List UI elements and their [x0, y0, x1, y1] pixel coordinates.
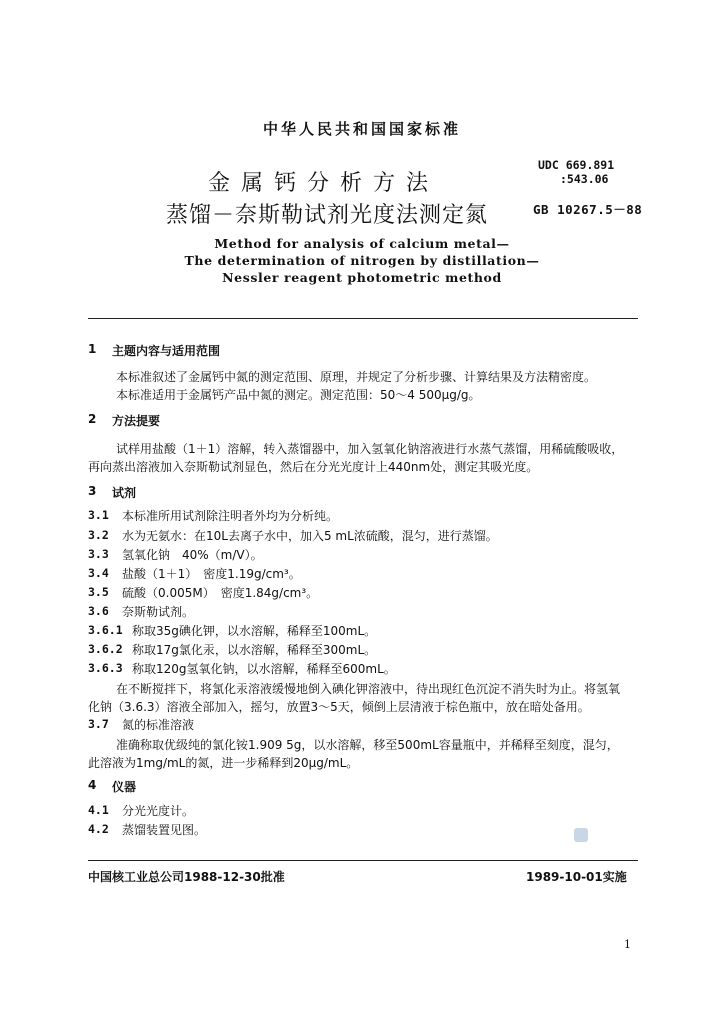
- clause-number: 3.6.1: [88, 623, 123, 637]
- clause-number: 3.5: [88, 585, 109, 599]
- paragraph: 本标准叙述了金属钙中氮的测定范围、原理，并规定了分析步骤、计算结果及方法精密度。: [116, 370, 597, 384]
- clause-text: 硫酸（0.005M） 密度1.84g/cm³。: [122, 586, 319, 600]
- gb-code: GB 10267.5－88: [533, 202, 643, 217]
- page-number: 1: [624, 938, 631, 951]
- english-title-line3: Nessler reagent photometric method: [222, 270, 502, 285]
- section-number: 1: [88, 342, 97, 356]
- clause-number: 3.3: [88, 547, 109, 561]
- clause-text: 氮的标准溶液: [122, 718, 195, 732]
- clause-text: 水为无氨水：在10L去离子水中，加入5 mL浓硫酸，混匀，进行蒸馏。: [122, 529, 498, 543]
- clause-text: 称取120g氢氧化钠，以水溶解，稀释至600mL。: [132, 662, 396, 676]
- clause-text: 称取35g碘化钾，以水溶解，稀释至100mL。: [132, 624, 377, 638]
- section-number: 2: [88, 412, 97, 426]
- clause-number: 3.4: [88, 566, 109, 580]
- doc-title-line1: 金属钙分析方法: [208, 171, 440, 196]
- udc-code-sub: :543.06: [560, 172, 609, 186]
- clause-number: 4.1: [88, 803, 109, 817]
- clause-text: 盐酸（1＋1） 密度1.19g/cm³。: [122, 567, 301, 581]
- english-title-line2: The determination of nitrogen by distillation—: [184, 253, 540, 268]
- section-number: 4: [88, 778, 97, 792]
- effective-date: 1989-10-01实施: [526, 870, 627, 884]
- clause-number: 3.6.3: [88, 661, 123, 675]
- clause-text: 蒸馏装置见图。: [122, 823, 207, 837]
- clause-text: 奈斯勒试剂。: [122, 605, 195, 619]
- clause-number: 3.1: [88, 508, 109, 522]
- stamp-mark-icon: [574, 828, 588, 842]
- clause-text: 称取17g氯化汞，以水溶解，稀释至300mL。: [132, 643, 377, 657]
- paragraph: 试样用盐酸（1＋1）溶解，转入蒸馏器中，加入氢氧化钠溶液进行水蒸气蒸馏，用稀硫酸吸收，: [116, 442, 624, 456]
- paragraph: 在不断搅拌下，将氯化汞溶液缓慢地倒入碘化钾溶液中，待出现红色沉淀不消失时为止。将氢氧: [116, 682, 621, 696]
- approval-info: 中国核工业总公司1988-12-30批准: [88, 870, 285, 884]
- udc-code: UDC 669.891: [538, 158, 615, 172]
- section-number: 3: [88, 484, 97, 498]
- section-title: 方法提要: [112, 414, 161, 428]
- national-standard-label: 中华人民共和国国家标准: [262, 120, 461, 138]
- clause-text: 氢氧化钠 40%（m/V）。: [122, 548, 263, 562]
- section-title: 试剂: [112, 486, 137, 500]
- clause-text: 本标准所用试剂除注明者外均为分析纯。: [122, 509, 339, 523]
- clause-number: 4.2: [88, 822, 109, 836]
- clause-number: 3.2: [88, 528, 109, 542]
- paragraph: 再向蒸出溶液加入奈斯勒试剂显色，然后在分光光度计上440nm处，测定其吸光度。: [88, 460, 539, 474]
- clause-number: 3.6.2: [88, 642, 123, 656]
- section-title: 主题内容与适用范围: [112, 344, 221, 358]
- header-divider: [88, 318, 638, 319]
- paragraph: 准确称取优级纯的氯化铵1.909 5g，以水溶解，移至500mL容量瓶中，并稀释至刻度，混匀，: [116, 738, 619, 752]
- paragraph: 化钠（3.6.3）溶液全部加入，摇匀，放置3～5天，倾倒上层清液于棕色瓶中，放在暗处备用。: [88, 700, 590, 714]
- section-title: 仪器: [112, 780, 137, 794]
- paragraph: 此溶液为1mg/mL的氮，进一步稀释到20μg/mL。: [88, 756, 359, 770]
- clause-number: 3.7: [88, 717, 109, 731]
- clause-number: 3.6: [88, 604, 109, 618]
- english-title-line1: Method for analysis of calcium metal—: [214, 236, 510, 251]
- clause-text: 分光光度计。: [122, 804, 195, 818]
- doc-title-line2: 蒸馏－奈斯勒试剂光度法测定氮: [166, 203, 489, 228]
- paragraph: 本标准适用于金属钙产品中氮的测定。测定范围：50～4 500μg/g。: [116, 388, 481, 402]
- footer-divider: [88, 860, 638, 861]
